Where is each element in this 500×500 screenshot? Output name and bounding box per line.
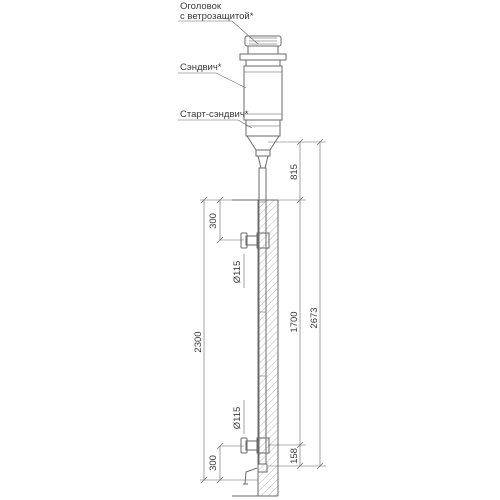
dim-inlet-top-offset: 300 (208, 213, 219, 229)
dim-bottom-offset: 158 (289, 448, 300, 464)
dim-span-middle: 1700 (289, 311, 300, 333)
chimney-cap (240, 36, 286, 60)
dim-wall-height: 2300 (193, 331, 204, 353)
diameter-upper: Ø115 (232, 260, 243, 284)
sandwich-pipe (244, 60, 282, 120)
start-sandwich-label: Старт-сэндвич* (180, 109, 249, 120)
dim-inlet-bottom-offset: 300 (208, 455, 219, 471)
diameter-lower: Ø115 (232, 406, 243, 430)
left-dimension-chain (200, 197, 258, 483)
cap-label-line2: с ветрозащитой* (180, 11, 254, 22)
dim-top-offset: 815 (289, 164, 300, 180)
start-sandwich (246, 120, 280, 150)
wall (232, 200, 278, 496)
dim-total-height: 2673 (309, 307, 320, 329)
cap-label-line1: Оголовок (180, 1, 222, 12)
sandwich-label: Сэндвич* (180, 62, 222, 73)
